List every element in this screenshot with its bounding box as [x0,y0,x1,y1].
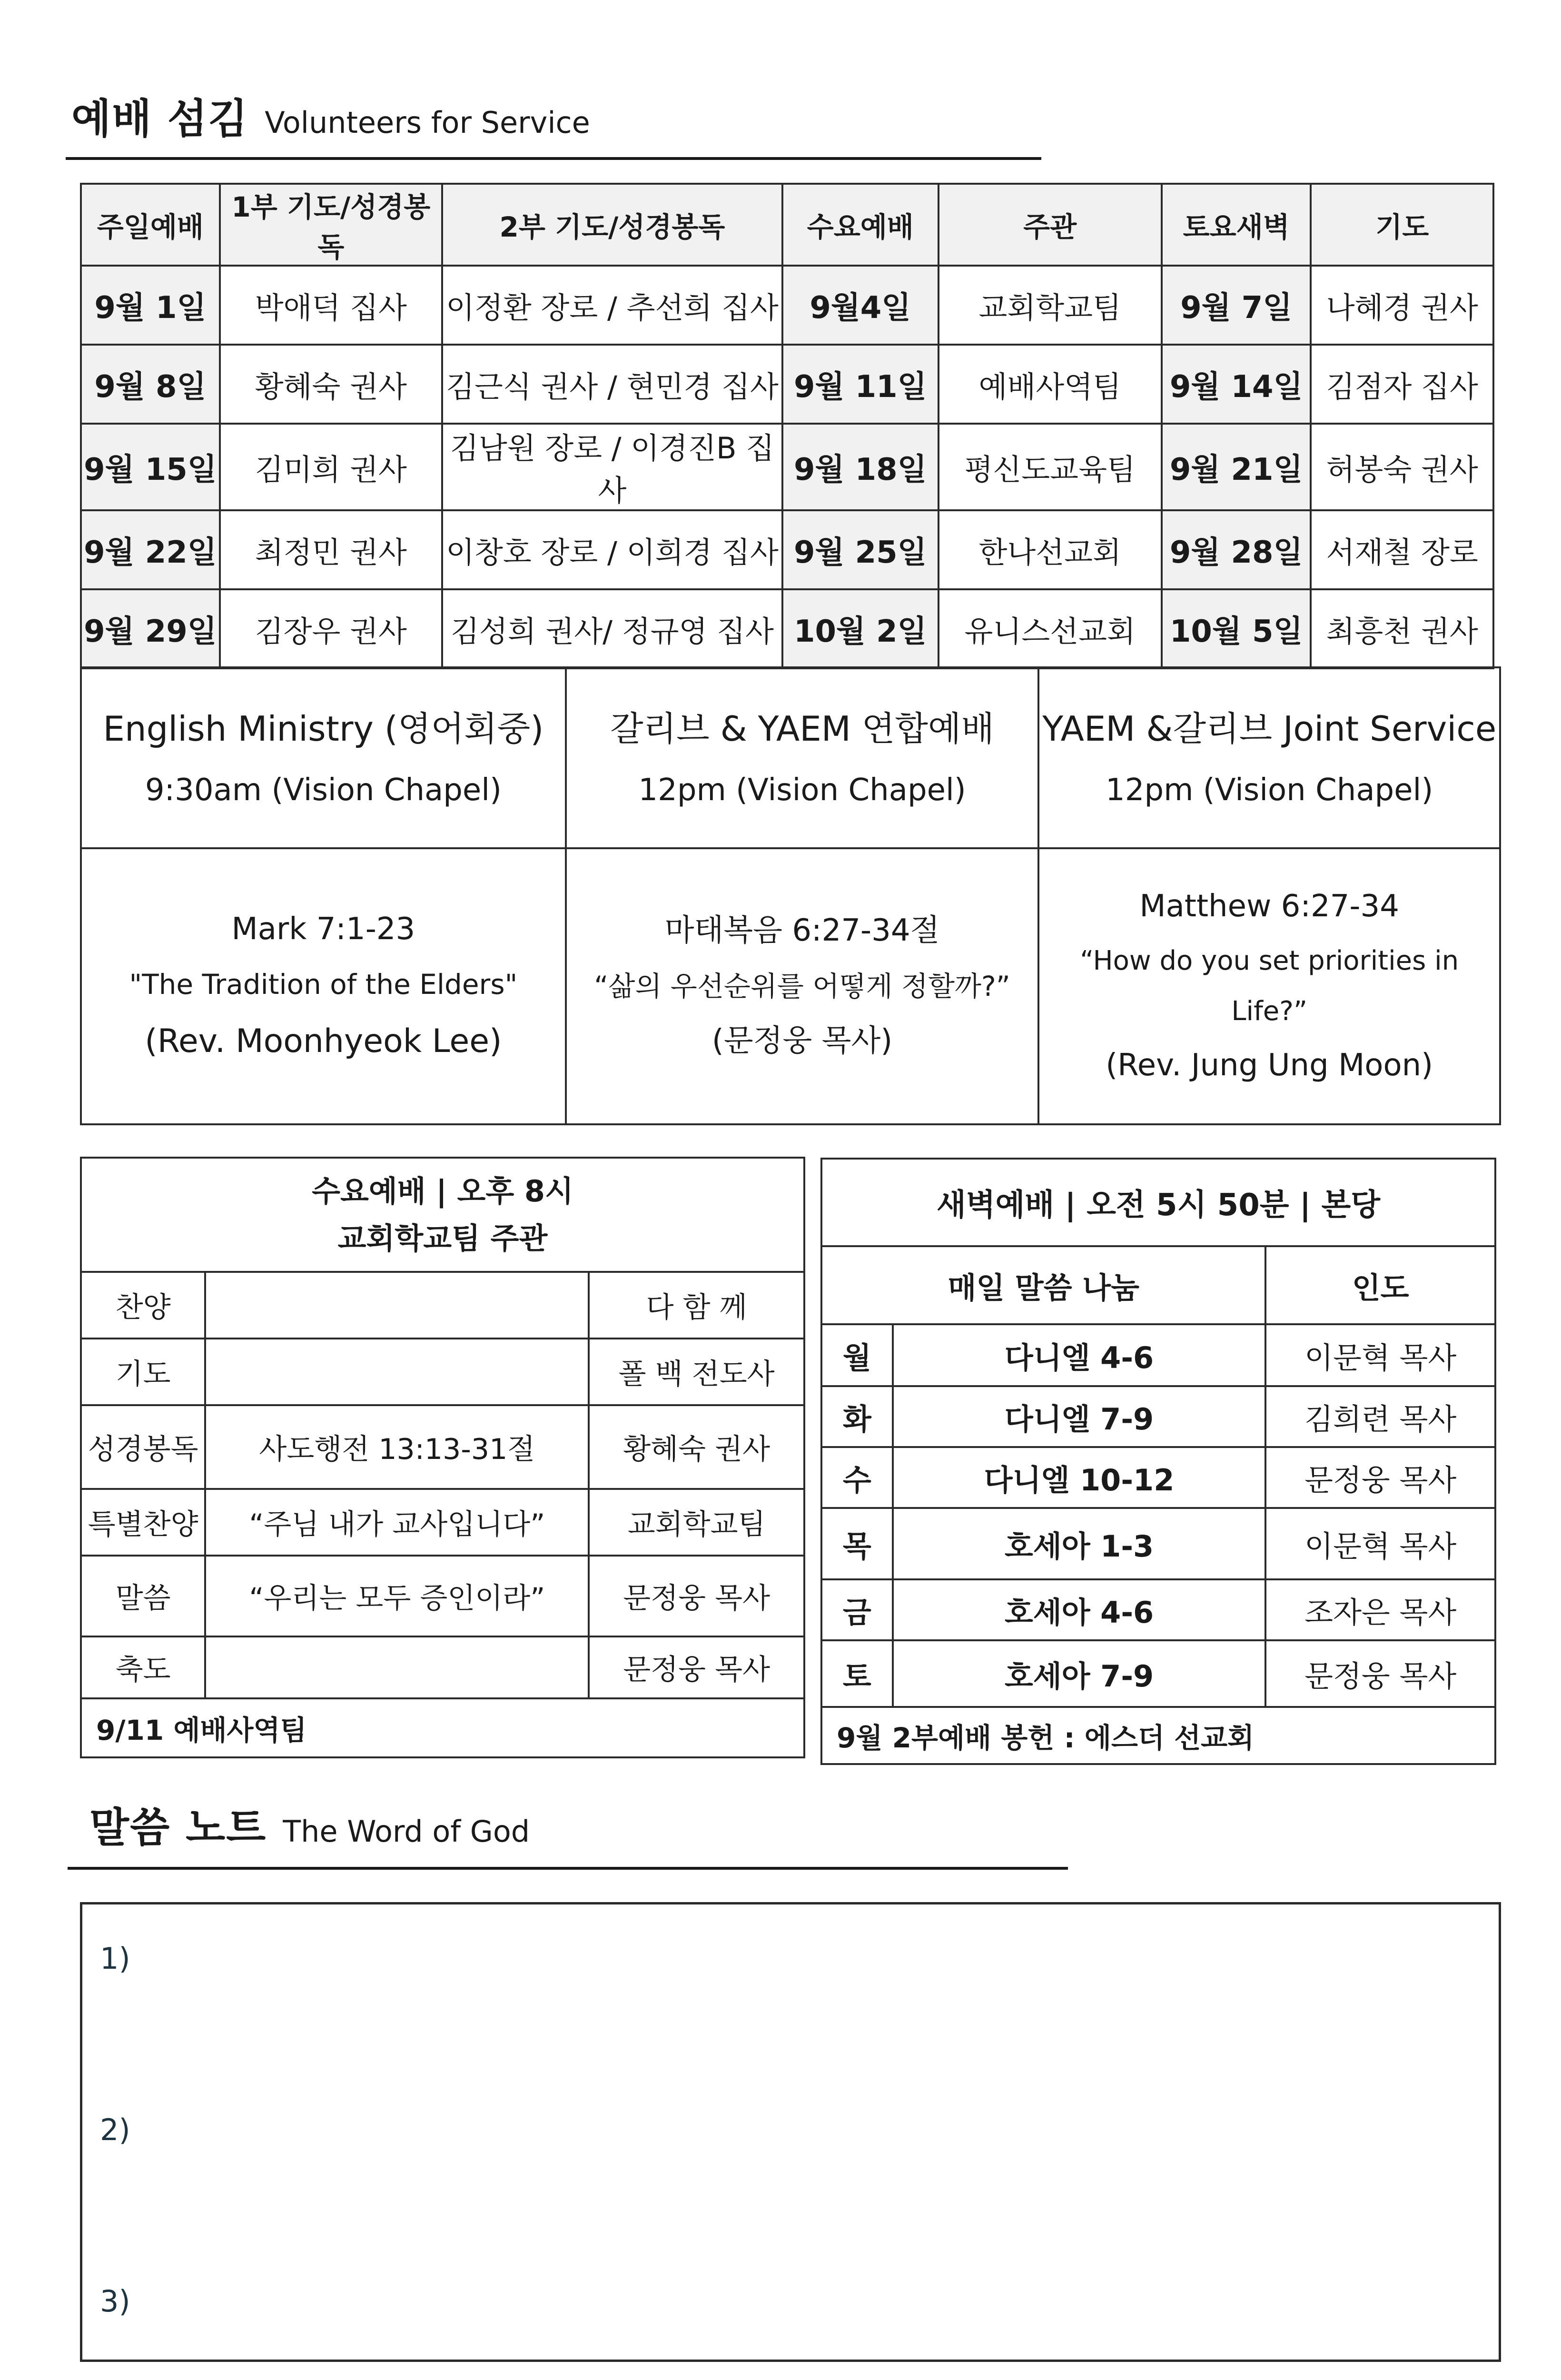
host-team: 평신도교육팀 [939,424,1162,510]
table-row [81,1339,804,1405]
prayer-volunteer: 허봉숙 권사 [1311,424,1493,510]
prayer-volunteer: 서재철 장로 [1311,510,1493,589]
wednesday-date: 9월4일 [782,266,939,345]
table-row [821,1447,1495,1508]
first-service-volunteer: 최정민 권사 [220,510,442,589]
volunteers-table [80,183,1494,669]
service-sermon [81,848,566,1124]
order-content [205,1272,589,1339]
wednesday-date: 9월 18일 [782,424,939,510]
wednesday-service-table [80,1157,805,1758]
sunday-date: 9월 29일 [81,589,220,668]
col-header: 2부 기도/성경봉독 [442,184,782,266]
dawn-title: 새벽예배 | 오전 5시 50분 | 본당 [821,1159,1495,1246]
order-item: 기도 [81,1339,205,1405]
order-item: 성경봉독 [81,1405,205,1489]
dawn-leader-header: 인도 [1265,1246,1495,1324]
leader: 이문혁 목사 [1265,1324,1495,1386]
volunteers-heading-rule [66,157,1041,160]
first-service-volunteer: 박애덕 집사 [220,266,442,345]
leader: 문정웅 목사 [1265,1640,1495,1707]
dawn-footer-row [821,1707,1495,1764]
wednesday-title-row [81,1158,804,1272]
sunday-date: 9월 15일 [81,424,220,510]
table-row [81,1405,804,1489]
saturday-date: 9월 7일 [1162,266,1311,345]
sermon-title: “삶의 우선순위를 어떻게 정할까?” [594,970,1010,1002]
service-time: 9:30am (Vision Chapel) [145,772,502,808]
table-row [81,589,1493,668]
note-item-2: 2) [100,2112,130,2147]
leader: 조자은 목사 [1265,1579,1495,1640]
second-service-volunteers: 김성희 권사/ 정규영 집사 [442,589,782,668]
col-header: 토요새벽 [1162,184,1311,266]
volunteers-heading [71,86,590,145]
scripture: Mark 7:1-23 [231,911,415,947]
first-service-volunteer: 김미희 권사 [220,424,442,510]
services-body-row [81,848,1500,1124]
reading: 호세아 1-3 [893,1508,1266,1579]
saturday-date: 9월 28일 [1162,510,1311,589]
preacher: (Rev. Jung Ung Moon) [1106,1048,1433,1083]
first-service-volunteer: 김장우 권사 [220,589,442,668]
wednesday-title [81,1158,804,1272]
service-time: 12pm (Vision Chapel) [1106,772,1433,808]
notes-title-ko: 말씀 노트 [89,1804,267,1852]
table-row [81,1489,804,1556]
prayer-volunteer: 최흥천 권사 [1311,589,1493,668]
services-table [80,666,1501,1125]
order-content: 사도행전 13:13-31절 [205,1405,589,1489]
table-row [81,1272,804,1339]
reading: 다니엘 7-9 [893,1386,1266,1447]
preacher: (Rev. Moonhyeok Lee) [145,1022,502,1061]
wednesday-title-line2: 교회학교팀 주관 [337,1221,548,1256]
leader: 이문혁 목사 [1265,1508,1495,1579]
second-service-volunteers: 김남원 장로 / 이경진B 집사 [442,424,782,510]
leader: 문정웅 목사 [1265,1447,1495,1508]
wednesday-date: 9월 11일 [782,345,939,424]
service-time: 12pm (Vision Chapel) [638,772,966,808]
service-header [566,667,1039,848]
host-team: 교회학교팀 [939,266,1162,345]
saturday-date: 9월 21일 [1162,424,1311,510]
table-row [81,266,1493,345]
notes-box[interactable] [80,1902,1501,2362]
order-content [205,1339,589,1405]
second-service-volunteers: 이창호 장로 / 이희경 집사 [442,510,782,589]
notes-heading-rule [68,1867,1068,1870]
table-row [821,1579,1495,1640]
wednesday-title-line1: 수요예배 | 오후 8시 [312,1173,573,1209]
saturday-date: 9월 14일 [1162,345,1311,424]
order-leader: 황혜숙 권사 [589,1405,804,1489]
service-header [81,667,566,848]
day-label: 목 [821,1508,893,1579]
dawn-subheader-row [821,1246,1495,1324]
order-item: 특별찬양 [81,1489,205,1556]
saturday-date: 10월 5일 [1162,589,1311,668]
table-row [81,345,1493,424]
notes-heading [89,1795,530,1854]
dawn-reading-header: 매일 말씀 나눔 [821,1246,1265,1324]
leader: 김희련 목사 [1265,1386,1495,1447]
order-leader: 다 함 께 [589,1272,804,1339]
sunday-date: 9월 1일 [81,266,220,345]
table-row [821,1508,1495,1579]
service-name: YAEM &갈리브 Joint Service [1042,708,1497,749]
order-content [205,1636,589,1698]
reading: 호세아 7-9 [893,1640,1266,1707]
reading: 다니엘 10-12 [893,1447,1266,1508]
second-service-volunteers: 이정환 장로 / 추선희 집사 [442,266,782,345]
col-header: 주일예배 [81,184,220,266]
order-leader: 교회학교팀 [589,1489,804,1556]
table-row [821,1324,1495,1386]
col-header: 수요예배 [782,184,939,266]
table-row [821,1640,1495,1707]
service-name: 갈리브 & YAEM 연합예배 [610,708,995,749]
service-sermon [1038,848,1500,1124]
order-leader: 문정웅 목사 [589,1556,804,1636]
wednesday-footer-row [81,1698,804,1757]
prayer-volunteer: 나혜경 권사 [1311,266,1493,345]
sermon-title: "The Tradition of the Elders" [129,968,518,1001]
prayer-volunteer: 김점자 집사 [1311,345,1493,424]
dawn-footer: 9월 2부예배 봉헌 : 에스더 선교회 [821,1707,1495,1764]
order-item: 축도 [81,1636,205,1698]
col-header: 1부 기도/성경봉독 [220,184,442,266]
order-leader: 문정웅 목사 [589,1636,804,1698]
note-item-1: 1) [100,1941,130,1976]
note-item-3: 3) [100,2284,130,2319]
services-header-row [81,667,1500,848]
scripture: 마태복음 6:27-34절 [664,913,940,949]
host-team: 예배사역팀 [939,345,1162,424]
scripture: Matthew 6:27-34 [1139,889,1399,924]
order-leader: 폴 백 전도사 [589,1339,804,1405]
wednesday-date: 10월 2일 [782,589,939,668]
service-sermon [566,848,1039,1124]
host-team: 유니스선교회 [939,589,1162,668]
order-item: 말씀 [81,1556,205,1636]
day-label: 수 [821,1447,893,1508]
order-content: “주님 내가 교사입니다” [205,1489,589,1556]
host-team: 한나선교회 [939,510,1162,589]
wednesday-footer: 9/11 예배사역팀 [81,1698,804,1757]
table-row [81,1556,804,1636]
wednesday-date: 9월 25일 [782,510,939,589]
dawn-title-row [821,1159,1495,1246]
volunteers-title-ko: 예배 섬김 [71,95,249,143]
dawn-service-table [820,1158,1496,1765]
table-row [81,510,1493,589]
sunday-date: 9월 8일 [81,345,220,424]
notes-title-en: The Word of God [283,1814,530,1849]
service-name: English Ministry (영어회중) [103,708,544,749]
preacher: (문정웅 목사) [711,1023,893,1059]
col-header: 기도 [1311,184,1493,266]
volunteers-header-row [81,184,1493,266]
second-service-volunteers: 김근식 권사 / 현민경 집사 [442,345,782,424]
first-service-volunteer: 황혜숙 권사 [220,345,442,424]
day-label: 토 [821,1640,893,1707]
table-row [81,424,1493,510]
day-label: 화 [821,1386,893,1447]
day-label: 금 [821,1579,893,1640]
reading: 다니엘 4-6 [893,1324,1266,1386]
table-row [821,1386,1495,1447]
order-content: “우리는 모두 증인이라” [205,1556,589,1636]
reading: 호세아 4-6 [893,1579,1266,1640]
table-row [81,1636,804,1698]
sunday-date: 9월 22일 [81,510,220,589]
col-header: 주관 [939,184,1162,266]
volunteers-title-en: Volunteers for Service [265,105,590,140]
day-label: 월 [821,1324,893,1386]
service-header [1038,667,1500,848]
order-item: 찬양 [81,1272,205,1339]
sermon-title: “How do you set priorities in Life?” [1080,945,1459,1027]
